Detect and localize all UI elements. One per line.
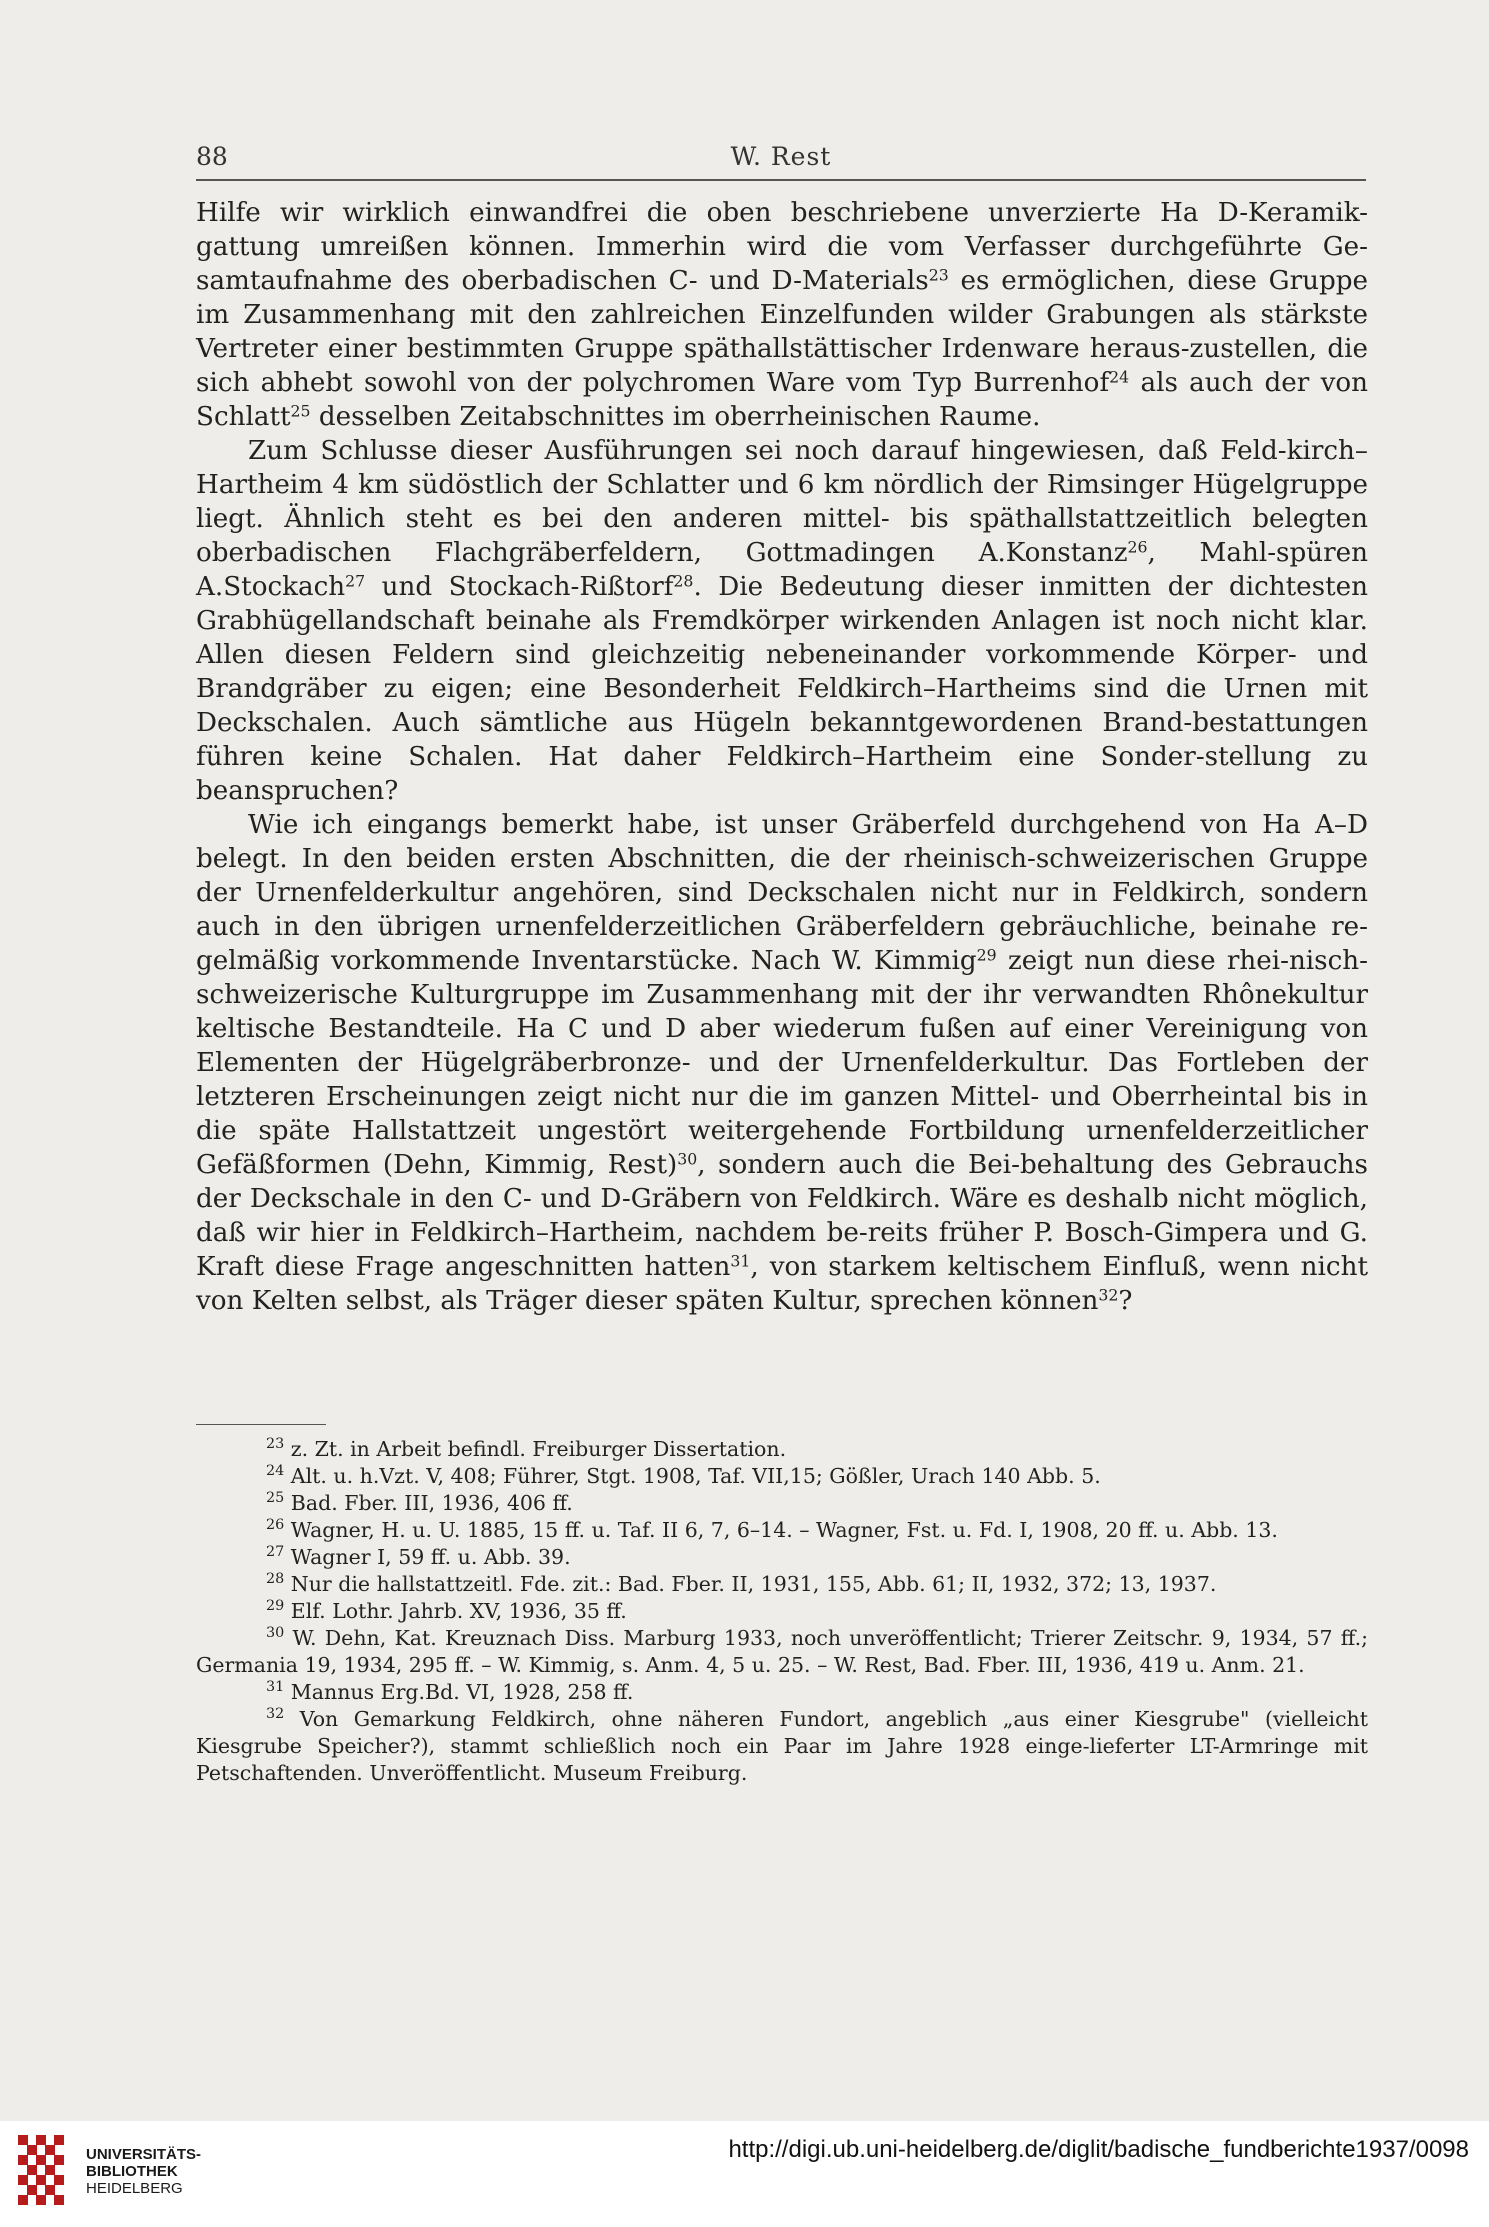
footnote-reference[interactable]: 31 xyxy=(730,1251,751,1271)
footnote xyxy=(196,1490,1368,1517)
source-url[interactable]: http://digi.ub.uni-heidelberg.de/diglit/badische_fundberichte1937/0098 xyxy=(728,2136,1469,2163)
footnote-number: 31 xyxy=(266,1679,285,1696)
footnote-number: 26 xyxy=(266,1517,285,1534)
header-rule xyxy=(196,179,1366,181)
footnote-text: Von Gemarkung Feldkirch, ohne näheren Fundort, angeblich „aus einer Kiesgrube" (vielleicht Kiesgrube Speicher?), stammt schließlich noch ein Paar im Jahre 1928 einge-lieferter LT-Armringe mit Petschaftenden. Unveröffentlicht. Museum Freiburg. xyxy=(196,1707,1368,1785)
footnote-number: 29 xyxy=(266,1598,285,1615)
footnote-rule xyxy=(196,1424,326,1425)
body-text-run: Wie ich eingangs bemerkt habe, ist unser Gräberfeld durchgehend von Ha A–D belegt. In den beiden ersten Abschnitten, die der rheinisch-schweizerischen Gruppe der Urnenfelderkultur angehören, sind Deckschalen nicht nur in Feldkirch, sondern auch in den übrigen urnenfelderzeitlichen Gräberfeldern gebräuchliche, beinahe re-gelmäßig vorkommende Inventarstücke. Nach W. Kimmig xyxy=(196,810,1368,976)
footnote-reference[interactable]: 23 xyxy=(928,265,949,285)
footnote-number: 27 xyxy=(266,1544,285,1561)
body-text-run: Hilfe wir wirklich einwandfrei die oben beschriebene unverzierte Ha D-Keramik-gattung umreißen können. Immerhin wird die vom Verfasser durchgeführte Ge-samtaufnahme des oberbadischen C- und D-Materials xyxy=(196,198,1368,296)
footnote-number: 24 xyxy=(266,1463,285,1480)
footnote-reference[interactable]: 30 xyxy=(677,1149,698,1169)
library-name-line: UNIVERSITÄTS- xyxy=(86,2146,202,2163)
footnote-text: Bad. Fber. III, 1936, 406 ff. xyxy=(284,1491,573,1515)
library-name-line: BIBLIOTHEK xyxy=(86,2163,178,2180)
footnote-reference[interactable]: 32 xyxy=(1098,1285,1119,1305)
body-text-run: zeigt nun diese rhei-nisch-schweizerische Kulturgruppe im Zusammenhang mit der ihr verwandten Rhônekultur keltische Bestandteile. Ha C und D aber wiederum fußen auf einer Vereinigung von Elementen der Hügelgräberbronze- und der Urnenfelderkultur. Das Fortleben der letzteren Erscheinungen zeigt nicht nur die im ganzen Mittel- und Oberrheintal bis in die späte Hallstattzeit ungestört weitergehende Fortbildung urnenfelderzeitlicher Gefäßformen (Dehn, Kimmig, Rest) xyxy=(196,946,1369,1180)
page-header xyxy=(196,142,1366,182)
body-text-run: , sondern auch die Bei-behaltung des Gebrauchs der Deckschale in den C- und D-Gräbern von Feldkirch. Wäre es deshalb nicht möglich, daß wir hier in Feldkirch–Hartheim, nachdem be-reits früher P. Bosch-Gimpera und G. Kraft diese Frage angeschnitten hatten xyxy=(196,1150,1368,1282)
footnote-reference[interactable]: 27 xyxy=(345,571,366,591)
body-text-run: es ermöglichen, diese Gruppe im Zusammenhang mit den zahlreichen Einzelfunden wilder Grabungen als stärkste Vertreter einer bestimmten Gruppe späthallstättischer Irdenware heraus-zustellen, die sich abhebt sowohl von der polychromen Ware vom Typ Burrenhof xyxy=(196,266,1369,398)
footnote xyxy=(196,1598,1368,1625)
footnote-number: 32 xyxy=(266,1706,285,1723)
footnote-number: 25 xyxy=(266,1490,285,1507)
body-paragraph xyxy=(196,196,1368,434)
body-text-run: als auch der von Schlatt xyxy=(196,368,1368,432)
body-text-run: desselben Zeitabschnittes im oberrheinischen Raume. xyxy=(310,402,1041,432)
body-text-run: , von starkem keltischem Einfluß, wenn nicht von Kelten selbst, als Träger dieser späten Kultur, sprechen können xyxy=(196,1252,1368,1316)
footnote xyxy=(196,1571,1368,1598)
footnote xyxy=(196,1706,1368,1787)
body-text-run: ? xyxy=(1118,1286,1133,1316)
library-name xyxy=(86,2146,286,2197)
footnote xyxy=(196,1436,1368,1463)
body-text-run: , Mahl-spüren A.Stockach xyxy=(196,538,1368,602)
footnote-text: z. Zt. in Arbeit befindl. Freiburger Dissertation. xyxy=(284,1437,787,1461)
footnote-reference[interactable]: 28 xyxy=(673,571,694,591)
page-number: 88 xyxy=(196,142,228,171)
body-text xyxy=(196,196,1368,1318)
footnote xyxy=(196,1517,1368,1544)
footnote-reference[interactable]: 25 xyxy=(290,401,311,421)
footnote-text: Wagner, H. u. U. 1885, 15 ff. u. Taf. II 6, 7, 6–14. – Wagner, Fst. u. Fd. I, 1908, 20 ff. u. Abb. 13. xyxy=(284,1518,1278,1542)
body-paragraph xyxy=(196,434,1368,808)
footnote-reference[interactable]: 24 xyxy=(1109,367,1130,387)
footnote-number: 23 xyxy=(266,1436,285,1453)
body-text-run: . Die Bedeutung dieser inmitten der dichtesten Grabhügellandschaft beinahe als Fremdkörper wirkenden Anlagen ist noch nicht klar. Allen diesen Feldern sind gleichzeitig nebeneinander vorkommende Körper- und Brandgräber zu eigen; eine Besonderheit Feldkirch–Hartheims sind die Urnen mit Deckschalen. Auch sämtliche aus Hügeln bekanntgewordenen Brand-bestattungen führen keine Schalen. Hat daher Feldkirch–Hartheim eine Sonder-stellung zu beanspruchen? xyxy=(196,572,1368,806)
footnote xyxy=(196,1544,1368,1571)
footnote-text: Wagner I, 59 ff. u. Abb. 39. xyxy=(284,1545,571,1569)
footnote-reference[interactable]: 29 xyxy=(976,945,997,965)
body-text-run: Zum Schlusse dieser Ausführungen sei noch darauf hingewiesen, daß Feld-kirch–Hartheim 4 km südöstlich der Schlatter und 6 km nördlich der Rimsinger Hügelgruppe liegt. Ähnlich steht es bei den anderen mittel- bis späthallstattzeitlich belegten oberbadischen Flachgräberfeldern, Gottmadingen A.Konstanz xyxy=(196,436,1368,568)
footnote-reference[interactable]: 26 xyxy=(1127,537,1148,557)
footnote xyxy=(196,1463,1368,1490)
body-paragraph xyxy=(196,808,1368,1318)
running-title: W. Rest xyxy=(730,142,832,171)
footnote-number: 28 xyxy=(266,1571,285,1588)
footnotes xyxy=(196,1436,1368,1787)
footnote xyxy=(196,1679,1368,1706)
footnote-number: 30 xyxy=(266,1625,285,1642)
university-seal-icon xyxy=(14,2131,70,2213)
footnote-text: Alt. u. h.Vzt. V, 408; Führer, Stgt. 1908, Taf. VII,15; Gößler, Urach 140 Abb. 5. xyxy=(284,1464,1101,1488)
footnote-text: Mannus Erg.Bd. VI, 1928, 258 ff. xyxy=(284,1680,634,1704)
footnote-text: Elf. Lothr. Jahrb. XV, 1936, 35 ff. xyxy=(284,1599,627,1623)
library-name-line: HEIDELBERG xyxy=(86,2180,183,2197)
footnote-text: W. Dehn, Kat. Kreuznach Diss. Marburg 1933, noch unveröffentlicht; Trierer Zeitschr. 9, 1934, 57 ff.; Germania 19, 1934, 295 ff. – W. Kimmig, s. Anm. 4, 5 u. 25. – W. Rest, Bad. Fber. III, 1936, 419 u. Anm. 21. xyxy=(196,1626,1368,1677)
body-text-run: und Stockach-Rißtorf xyxy=(365,572,674,602)
footnote xyxy=(196,1625,1368,1679)
footnote-text: Nur die hallstattzeitl. Fde. zit.: Bad. Fber. II, 1931, 155, Abb. 61; II, 1932, 372; 13, 1937. xyxy=(284,1572,1217,1596)
